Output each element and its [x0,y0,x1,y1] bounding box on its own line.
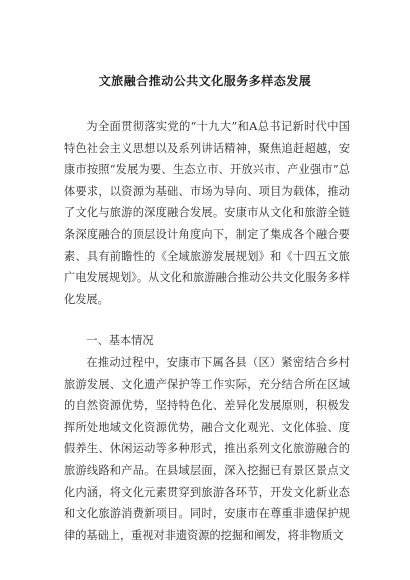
section-heading: 一、基本情况 [86,334,154,347]
section-paragraph: 在推动过程中，安康市下属各县（区）紧密结合乡村旅游发展、文化遗产保护等工作实际，充分结合所在区域的自然资源优势，坚持特色化、差异化发展原则，积极发挥所处地域文化资源优势，融合文化观光、文化体验、度假养生、休闲运动等多种形式，推出系列文化旅游融合的旅游线路和产品。在县域层面，深入挖掘已有景区景点文化内涵，将文化元素贯穿到旅游各环节，开发文化新业态和文化旅游消费新项目。同时，安康市在尊重非遗保护规律的基础上，重视对非遗资源的挖掘和阐发，将非物质文 [64,356,350,542]
basic-situation-section [64,352,350,546]
basic-situation-heading-block [64,330,350,352]
intro-paragraph: 为全面贯彻落实党的“十九大”和A总书记新时代中国特色社会主义思想以及系列讲话精神，聚焦追赶超越，安康市按照“发展为要、生态立市、开放兴市、产业强市”总体要求，以资源为基础、市场为导向、项目为载体，推动了文化与旅游的深度融合发展。安康市从文化和旅游全链条深度融合的顶层设计角度向下，制定了集成各个融合要素、具有前瞻性的《全域旅游发展规划》和《十四五文旅广电发展规划》。从文化和旅游融合推动公共文化服务多样化发展。 [64,120,350,306]
document-title: 文旅融合推动公共文化服务多样态发展 [98,74,312,88]
intro-section [64,116,350,310]
